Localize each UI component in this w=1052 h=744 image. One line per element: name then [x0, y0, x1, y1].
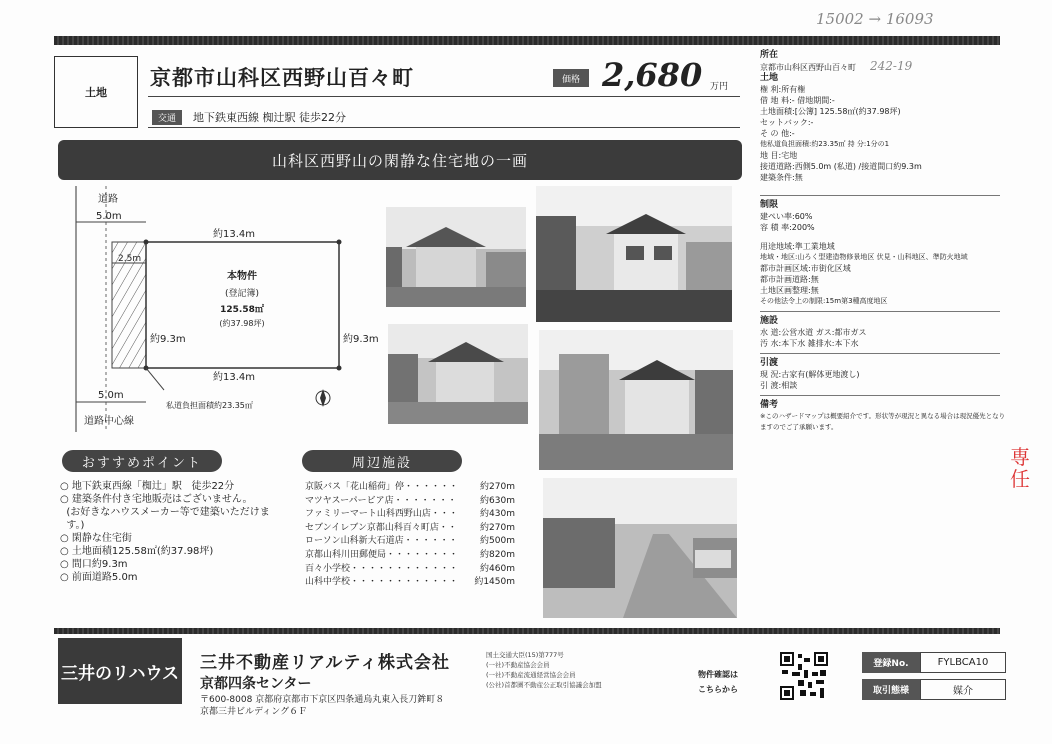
office-name: 京都四条センター: [200, 676, 312, 692]
handover-line: 引 渡:相談: [760, 381, 798, 390]
photo-road: [543, 478, 737, 618]
facility-name: マツヤスーパービア店・・・・・・・: [305, 495, 457, 506]
road-label: 道路: [98, 194, 118, 205]
points-item: ○ 前面道路5.0m: [60, 572, 138, 583]
reg-no-value: FYLBCA10: [920, 652, 1006, 673]
facility-name: ファミリーマート山科西野山店・・・: [305, 509, 458, 520]
license-line: (一社)不動産協会会員: [486, 661, 550, 669]
land-line: そ の 他:-: [760, 129, 795, 138]
red-char: 任: [1010, 467, 1030, 491]
property-title: 本物件: [227, 271, 257, 282]
address-line: 〒600-8008 京都府京都市下京区四条通烏丸東入長刀鉾町８: [200, 695, 445, 705]
points-item: す。): [60, 520, 85, 531]
land-line: 地 目:宅地: [760, 151, 798, 160]
traffic-text: 地下鉄東西線 椥辻駅 徒歩22分: [193, 111, 346, 124]
note-line: ※このハザードマップは概要紹介です。形状等が現況と異なる場合は現況優先となり: [760, 412, 1006, 420]
leader-line: [146, 368, 164, 390]
land-line: 借 地 料:- 借地期間:-: [760, 96, 835, 105]
qr-caption-line: 物件確認は: [698, 670, 738, 679]
price-label: 価格: [553, 69, 589, 87]
restriction-line: [760, 233, 1000, 241]
photo-street-1: [386, 207, 526, 307]
points-title: おすすめポイント: [62, 450, 222, 472]
points-item: ○ 間口約9.3m: [60, 559, 128, 570]
land-line: 他私道負担面積:約23.35㎡ 持 分:1分の1: [760, 140, 890, 148]
license-line: (一社)不動産流通経営協会会員: [486, 671, 576, 679]
location-value: 京都市山科区西野山百々町: [760, 63, 856, 72]
facility-distance: 約270m: [480, 522, 515, 533]
qr-caption: [698, 667, 738, 697]
facilities-title: 周辺施設: [302, 450, 462, 472]
facility-line: 水 道:公営水道 ガス:都市ガス: [760, 328, 867, 337]
points-item: (お好きなハウスメーカー等で建築いただけま: [60, 507, 270, 518]
facility-name: ローソン山科新大石道店・・・・・・: [305, 536, 458, 547]
location-title: 所在: [760, 50, 779, 60]
company-name: 三井不動産リアルティ株式会社: [200, 653, 450, 673]
qr-caption-line: こちらから: [698, 685, 738, 694]
license-info: [486, 650, 602, 690]
facility-name: 京都山科川田郵便局・・・・・・・・: [305, 549, 459, 560]
points-list: [60, 480, 300, 584]
facility-distance: 約820m: [480, 549, 515, 560]
facility-name: 京阪バス「花山稲荷」停・・・・・・: [305, 482, 459, 492]
land-line: 土地面積:[公簿] 125.58㎡(約37.98坪): [760, 107, 901, 116]
facility-row: [305, 495, 515, 509]
price-value: 2,680: [602, 56, 703, 94]
location-text: [760, 61, 1000, 73]
right-edge-dim: 約9.3m: [343, 334, 379, 345]
restriction-line: 用途地域:準工業地域: [760, 242, 835, 251]
private-road-label: 私道負担面積約23.35㎡: [166, 401, 253, 410]
deal-row: [862, 679, 1006, 700]
facility-row: [305, 522, 515, 536]
handwritten-parcel: 242-19: [870, 59, 913, 73]
top-bar: [54, 36, 1000, 45]
restriction-line: 都市計画道路:無: [760, 275, 819, 284]
restriction-line: 建ぺい率:60%: [760, 212, 813, 221]
restriction-line: 土地区画整理:無: [760, 286, 819, 295]
road-width-bottom: 5.0m: [98, 390, 124, 401]
handwritten-note: 15002 → 16093: [816, 10, 934, 28]
facility-distance: 約630m: [480, 495, 515, 506]
license-line: (公社)首都圏不動産公正取引協議会加盟: [486, 681, 602, 689]
divider: [148, 96, 740, 97]
qr-code-icon[interactable]: [780, 652, 828, 700]
page-title: 京都市山科区西野山百々町: [150, 66, 414, 90]
land-title: 土地: [760, 73, 779, 83]
restriction-line: 容 積 率:200%: [760, 223, 815, 232]
license-line: 国土交通大臣(15)第777号: [486, 651, 564, 659]
photo-house-front: [536, 186, 732, 322]
centerline-label: 道路中心線: [84, 416, 134, 427]
facility-distance: 約1450m: [474, 577, 515, 588]
points-item: ○ 地下鉄東西線「椥辻」駅 徒歩22分: [60, 481, 235, 492]
office-address: [200, 694, 444, 718]
top-edge-dim: 約13.4m: [213, 229, 256, 240]
restriction-title: 制限: [760, 200, 779, 210]
registration-box: [862, 652, 1006, 706]
traffic-label: 交通: [152, 110, 182, 125]
price-unit: 万円: [710, 82, 729, 92]
setback-dim: 2.5m: [118, 254, 142, 264]
site-map: [58, 186, 388, 432]
facility-row: [305, 508, 515, 522]
photo-street-2: [388, 324, 528, 424]
facility-row: [305, 576, 515, 590]
facility-distance: 約270m: [480, 482, 515, 492]
note-title: 備考: [760, 400, 779, 410]
handover-title: 引渡: [760, 358, 779, 368]
facility-distance: 約460m: [480, 563, 515, 574]
restriction-line: 地域・地区:山ろく型建造物修景地区 伏見・山科地区、準防火地域: [760, 253, 968, 261]
facility-distance: 約500m: [480, 536, 515, 547]
facility-line: 汚 水:本下水 雑排水:本下水: [760, 339, 859, 348]
facility-row: [305, 481, 515, 495]
facility-distance: 約430m: [480, 509, 515, 520]
footer-bar: [54, 628, 1000, 634]
address-line: 京都三井ビルディング６Ｆ: [200, 707, 308, 717]
registration-row: [862, 652, 1006, 673]
headline-banner: 山科区西野山の閑静な住宅地の一画: [58, 140, 742, 180]
points-item: ○ 土地面積125.58㎡(約37.98坪): [60, 546, 214, 557]
red-char: 専: [1010, 445, 1030, 469]
facility-title: 施設: [760, 316, 779, 326]
land-line: 権 利:所有権: [760, 85, 806, 94]
note-line: ますのでご了承願います。: [760, 423, 838, 431]
left-edge-dim: 約9.3m: [150, 334, 186, 345]
property-sub: (登記簿): [224, 289, 260, 299]
property-tsubo: (約37.98坪): [219, 319, 265, 328]
bottom-edge-dim: 約13.4m: [213, 372, 256, 383]
property-area: 125.58㎡: [220, 305, 264, 315]
divider: [148, 127, 740, 128]
handwritten-red-mark: [1010, 446, 1030, 490]
land-line: 建築条件:無: [760, 173, 803, 182]
company-logo: 三井のリハウス: [58, 638, 182, 704]
deal-label: 取引態様: [862, 679, 920, 700]
handover-line: 現 況:古家有(解体更地渡し): [760, 370, 860, 379]
road-width-top: 5.0m: [96, 211, 122, 222]
facility-row: [305, 535, 515, 549]
details-panel: [760, 50, 1006, 433]
facility-name: 山科中学校・・・・・・・・・・・・: [305, 577, 459, 588]
facility-name: セブンイレブン京都山科百々町店・・: [305, 522, 457, 533]
points-item: ○ 建築条件付き宅地販売はございません。: [60, 494, 253, 505]
restriction-line: その他法令上の制限:15m第3種高度地区: [760, 297, 888, 305]
facility-row: [305, 563, 515, 577]
category-badge: 土地: [54, 56, 138, 128]
photo-house-side: [539, 330, 733, 470]
reg-no-label: 登録No.: [862, 652, 920, 673]
deal-value: 媒介: [920, 679, 1006, 700]
facilities-list: [305, 481, 515, 590]
restriction-line: 都市計画区域:市街化区域: [760, 264, 851, 273]
land-line: セットバック:-: [760, 118, 814, 127]
facility-row: [305, 549, 515, 563]
land-line: 接道道路:西側5.0m (私道) /接道間口約9.3m: [760, 162, 922, 171]
facility-name: 百々小学校・・・・・・・・・・・・: [305, 563, 459, 574]
points-item: ○ 閑静な住宅街: [60, 533, 132, 544]
